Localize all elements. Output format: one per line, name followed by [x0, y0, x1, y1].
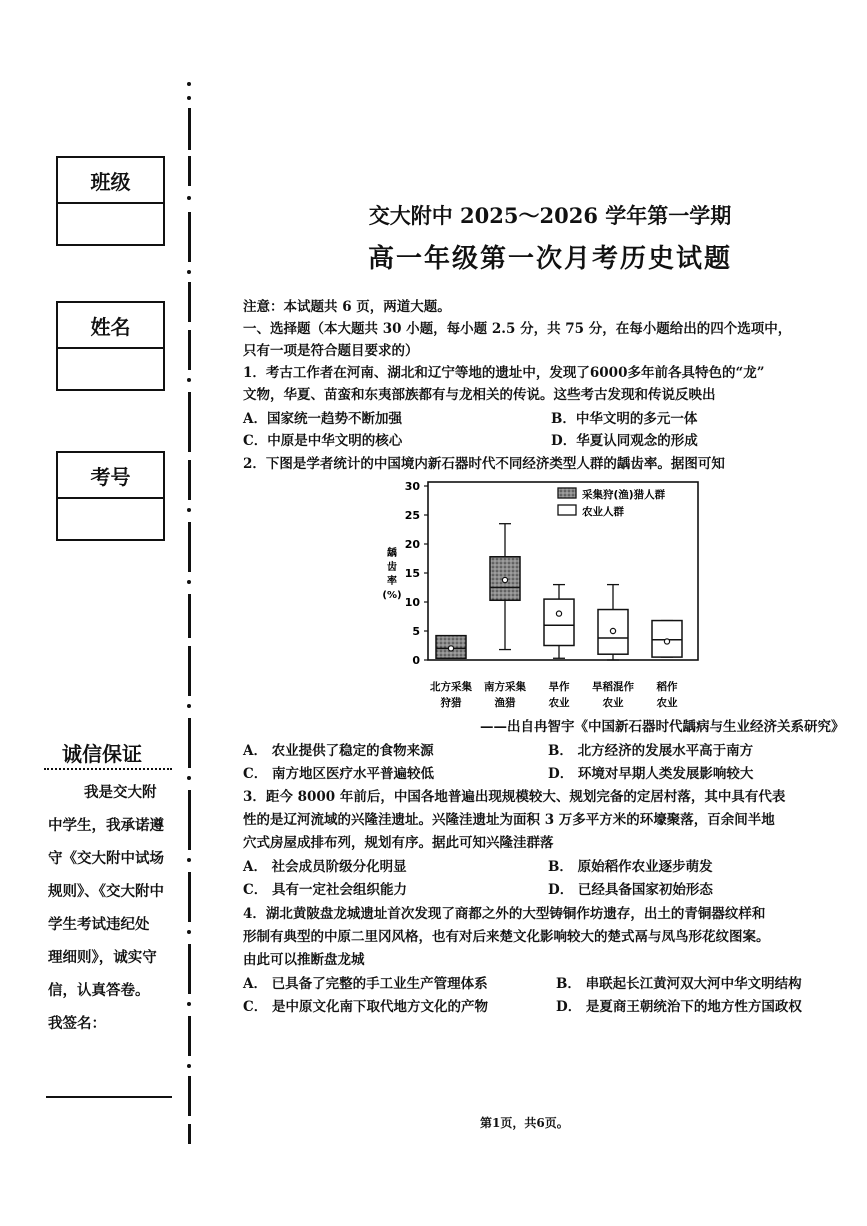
cut-line-dot — [187, 196, 191, 200]
y-tick-label: 15 — [404, 567, 420, 580]
cut-line-dot — [187, 1064, 191, 1068]
pledge-line: 信，认真答卷。 — [48, 982, 150, 999]
x-category-label: 旱稻混作 — [592, 681, 634, 693]
pledge-title: 诚信保证 — [62, 742, 142, 766]
y-tick-label: 20 — [404, 538, 420, 551]
cut-line-dot — [187, 1002, 191, 1006]
q4-stem-cont: 形制有典型的中原二里冈风格，也有对后来楚文化影响较大的楚式鬲与凤鸟形花纹图案。 — [243, 929, 770, 945]
q3-stem-cont2: 穴式房屋成排布列，规划有序。据此可知兴隆洼群落 — [243, 835, 554, 851]
y-axis-label: 率 — [387, 576, 397, 587]
cut-line-dot — [187, 858, 191, 862]
cut-line-dash — [188, 392, 191, 452]
cut-line-dash — [188, 1124, 191, 1144]
cut-line-dot — [187, 270, 191, 274]
cut-line-dot — [187, 96, 191, 100]
cut-line-dash — [188, 108, 191, 150]
cut-line-dash — [188, 718, 191, 768]
q3-stem: 3．距今 8000 年前后，中国各地普遍出现规模较大、规划完备的定居村落，其中具有代表 — [243, 789, 786, 805]
signature-line[interactable] — [46, 1096, 172, 1098]
q4-option-d[interactable]: D． 是夏商王朝统治下的地方性方国政权 — [556, 999, 802, 1015]
q4-option-a[interactable]: A． 已具备了完整的手工业生产管理体系 — [243, 976, 488, 992]
name-label: 姓名 — [58, 303, 163, 349]
box — [544, 599, 574, 645]
pledge-divider — [44, 768, 172, 770]
caries-box-chart — [380, 478, 710, 710]
pledge-line: 中学生，我承诺遵 — [48, 817, 164, 834]
q2-option-c[interactable]: C． 南方地区医疗水平普遍较低 — [243, 766, 434, 782]
legend-swatch-foraging — [558, 488, 576, 498]
q1-option-c[interactable]: C．中原是中华文明的核心 — [243, 433, 403, 449]
q2-option-b[interactable]: B． 北方经济的发展水平高于南方 — [548, 743, 754, 759]
q3-option-b[interactable]: B． 原始稻作农业逐步萌发 — [548, 859, 713, 875]
pledge-line: 学生考试违纪处 — [48, 916, 150, 933]
y-tick-label: 30 — [404, 480, 420, 493]
cut-line-dash — [188, 646, 191, 696]
page-footer: 第1页，共6页。 — [480, 1116, 569, 1130]
name-box — [56, 301, 165, 391]
pledge-text — [48, 776, 173, 1040]
x-category-label: 稻作 — [656, 681, 678, 693]
legend-label-farming: 农业人群 — [582, 506, 624, 518]
q1-option-d[interactable]: D．华夏认同观念的形成 — [551, 433, 698, 449]
cut-line-dash — [188, 872, 191, 922]
mean-marker — [448, 646, 453, 651]
q3-option-d[interactable]: D． 已经具备国家初始形态 — [548, 882, 713, 898]
cut-line-dash — [188, 594, 191, 638]
exam-id-box — [56, 451, 165, 541]
pledge-line: 我签名： — [48, 1015, 106, 1032]
x-category-label: 旱作 — [548, 681, 570, 693]
x-category-label: 农业 — [548, 697, 570, 709]
x-category-label: 北方采集 — [430, 681, 472, 693]
cut-line-dot — [187, 378, 191, 382]
x-category-label: 农业 — [656, 697, 678, 709]
school-term-title: 交大附中 2025～2026 学年第一学期 — [368, 203, 732, 228]
cut-line-dash — [188, 460, 191, 500]
q4-option-c[interactable]: C． 是中原文化南下取代地方文化的产物 — [243, 999, 488, 1015]
cut-line-dot — [187, 704, 191, 708]
y-tick-label: 5 — [412, 625, 420, 638]
legend-swatch-farming — [558, 505, 576, 515]
cut-line-dash — [188, 522, 191, 572]
y-tick-label: 10 — [404, 596, 420, 609]
mean-marker — [502, 577, 507, 582]
cut-line-dot — [187, 930, 191, 934]
q2-chart-source: ——出自冉智宇《中国新石器时代龋病与生业经济关系研究》 — [480, 719, 845, 735]
exam-id-label: 考号 — [58, 453, 163, 499]
mean-marker — [664, 639, 669, 644]
q3-option-c[interactable]: C． 具有一定社会组织能力 — [243, 882, 407, 898]
cut-line-dash — [188, 1076, 191, 1116]
mean-marker — [556, 611, 561, 616]
notice: 注意：本试题共 6 页，两道大题。 — [243, 299, 451, 315]
pledge-line: 理细则》，诚实守 — [48, 949, 157, 966]
cut-line-dot — [187, 508, 191, 512]
x-category-label: 农业 — [602, 697, 624, 709]
q3-stem-cont: 性的是辽河流域的兴隆洼遗址。兴隆洼遗址为面积 3 万多平方米的环壕聚落，百余间半地 — [243, 812, 775, 828]
q4-stem: 4．湖北黄陂盘龙城遗址首次发现了商都之外的大型铸铜作坊遗存，出土的青铜器纹样和 — [243, 906, 766, 922]
name-field[interactable] — [58, 349, 163, 389]
cut-line-dash — [188, 330, 191, 370]
q1-stem-cont: 文物，华夏、苗蛮和东夷部族都有与龙相关的传说。这些考古发现和传说反映出 — [243, 387, 716, 403]
section1-heading: 一、选择题（本大题共 30 小题，每小题 2.5 分，共 75 分，在每小题给出的四个选项中， — [243, 321, 792, 337]
pledge-line: 规则》、《交大附中 — [48, 883, 164, 900]
legend-label-foraging: 采集狩(渔)猎人群 — [582, 489, 666, 501]
y-axis-label: 龋 — [387, 548, 397, 559]
q4-stem-cont2: 由此可以推断盘龙城 — [243, 952, 365, 968]
x-category-label: 南方采集 — [484, 681, 526, 693]
q2-option-a[interactable]: A． 农业提供了稳定的食物来源 — [243, 743, 434, 759]
class-label: 班级 — [58, 158, 163, 204]
x-category-label: 渔猎 — [494, 697, 516, 709]
cut-line-dash — [188, 944, 191, 994]
pledge-line: 我是交大附 — [84, 784, 157, 801]
exam-title: 高一年级第一次月考历史试题 — [367, 244, 732, 274]
q2-stem: 2．下图是学者统计的中国境内新石器时代不同经济类型人群的龋齿率。据图可知 — [243, 456, 725, 472]
pledge-line: 守《交大附中试场 — [48, 850, 164, 867]
class-field[interactable] — [58, 204, 163, 244]
section1-heading-cont: 只有一项是符合题目要求的） — [243, 343, 419, 359]
q2-option-d[interactable]: D． 环境对早期人类发展影响较大 — [548, 766, 754, 782]
q3-option-a[interactable]: A． 社会成员阶级分化明显 — [243, 859, 407, 875]
y-tick-label: 25 — [404, 509, 420, 522]
cut-line-dash — [188, 156, 191, 186]
q4-option-b[interactable]: B． 串联起长江黄河双大河中华文明结构 — [556, 976, 802, 992]
cut-line-dash — [188, 282, 191, 322]
cut-line-dot — [187, 776, 191, 780]
cut-line-dash — [188, 212, 191, 262]
exam-id-field[interactable] — [58, 499, 163, 539]
cut-line-dot — [187, 82, 191, 86]
class-box — [56, 156, 165, 246]
y-axis-label: 齿 — [387, 562, 397, 573]
q1-stem: 1．考古工作者在河南、湖北和辽宁等地的遗址中，发现了6000多年前各具特色的“龙” — [243, 365, 765, 381]
cut-line-dash — [188, 1016, 191, 1056]
q1-option-b[interactable]: B．中华文明的多元一体 — [551, 411, 698, 427]
mean-marker — [610, 628, 615, 633]
cut-line-dot — [187, 580, 191, 584]
q1-option-a[interactable]: A．国家统一趋势不断加强 — [243, 411, 402, 427]
y-axis-label: (%) — [382, 590, 402, 601]
x-category-label: 狩猎 — [440, 697, 462, 709]
y-tick-label: 0 — [412, 654, 420, 667]
cut-line-dash — [188, 790, 191, 850]
